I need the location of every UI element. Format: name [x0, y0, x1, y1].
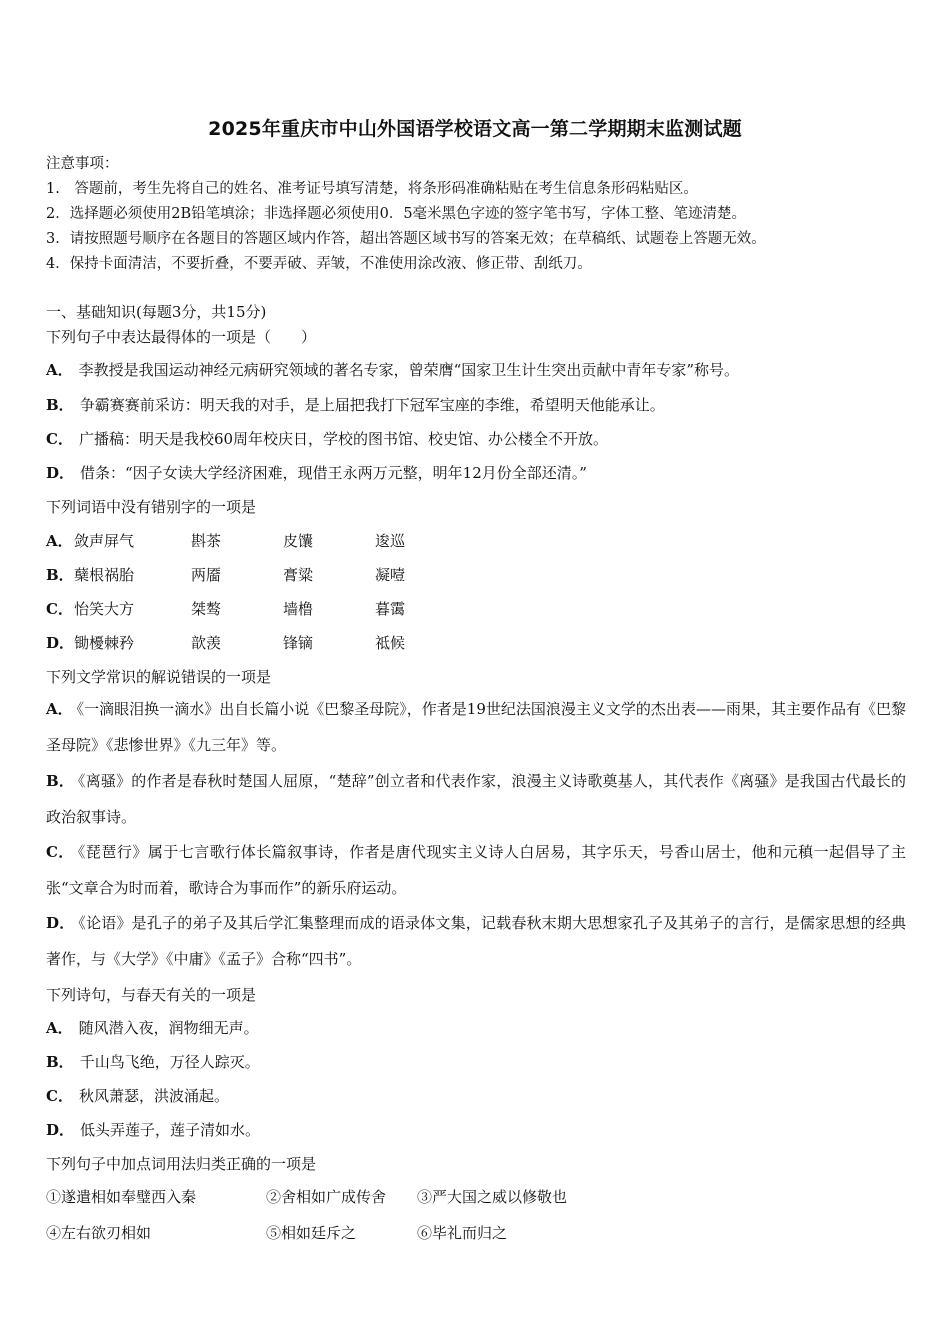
word: 两靥 [191, 566, 222, 584]
word: 桀骜 [191, 600, 222, 618]
q5-item-4: ④左右欲刃相如 [46, 1224, 152, 1242]
q5-stem: 下列句子中加点词用法归类正确的一项是 [46, 1155, 317, 1173]
section-heading: 一、基础知识(每题3分，共15分) [46, 303, 267, 321]
option-text: 低头弄莲子，莲子清如水。 [80, 1121, 261, 1139]
q4-option-c [46, 1085, 229, 1106]
notice-item-4: 4．保持卡面清洁，不要折叠，不要弄破、弄皱，不准使用涂改液、修正带、刮纸刀。 [46, 256, 592, 272]
option-text: 随风潜入夜，润物细无声。 [78, 1019, 259, 1037]
q4-stem: 下列诗句，与春天有关的一项是 [46, 986, 257, 1004]
q2-row-d [46, 632, 446, 652]
q3-option-c [46, 834, 906, 906]
word: 蘖根祸胎 [74, 566, 135, 584]
q2-row-c [46, 598, 446, 618]
word: 斟茶 [191, 532, 222, 550]
word: 膏粱 [283, 566, 314, 584]
notice-item-3: 3．请按照题号顺序在各题目的答题区域内作答，超出答题区域书写的答案无效；在草稿纸、试题卷上答题无效。 [46, 231, 766, 247]
notice-item-2: 2．选择题必须使用2B铅笔填涂；非选择题必须使用0．5毫米黑色字迹的签字笔书写，字体工整、笔迹清楚。 [46, 206, 747, 222]
q4-option-b [46, 1051, 260, 1072]
word: 敛声屏气 [74, 532, 135, 550]
option-letter: C． [46, 600, 73, 618]
word: 凝噎 [375, 566, 406, 584]
option-letter: D． [46, 1121, 75, 1139]
q5-item-3: ③严大国之威以修敬也 [417, 1188, 568, 1206]
q1-option-b [46, 394, 665, 415]
option-letter: B． [46, 396, 74, 414]
q3-option-d [46, 905, 906, 977]
q4-option-d [46, 1119, 260, 1140]
q5-item-1: ①遂遣相如奉璧西入秦 [46, 1188, 197, 1206]
option-letter: B． [46, 1053, 74, 1071]
word: 墙橹 [283, 600, 314, 618]
option-letter: A． [46, 361, 73, 379]
q1-option-d [46, 462, 587, 483]
word: 怡笑大方 [74, 600, 135, 618]
word: 锋镝 [283, 634, 314, 652]
option-letter: B． [46, 566, 74, 584]
option-text: 千山鸟飞绝，万径人踪灭。 [79, 1053, 260, 1071]
q5-item-6: ⑥毕礼而归之 [417, 1224, 508, 1242]
q1-stem: 下列句子中表达最得体的一项是（ ） [46, 328, 317, 346]
q5-item-5: ⑤相如廷斥之 [266, 1224, 357, 1242]
q4-option-a [46, 1017, 259, 1038]
q3-option-a [46, 691, 906, 763]
q1-option-c [46, 428, 608, 449]
option-text: 借条：“因子女读大学经济困难，现借王永两万元整，明年12月份全部还清。” [80, 464, 587, 482]
word: 逡巡 [375, 532, 406, 550]
word: 皮馕 [283, 532, 314, 550]
notice-heading: 注意事项： [46, 156, 119, 172]
option-letter: D． [46, 634, 75, 652]
option-letter: A． [46, 1019, 73, 1037]
q1-option-a [46, 359, 739, 380]
option-text: 《琵琶行》属于七言歌行体长篇叙事诗，作者是唐代现实主义诗人白居易，其字乐天，号香山居士，他和元稹一起倡导了主张“文章合为时而着，歌诗合为事而作”的新乐府运动。 [46, 843, 906, 897]
q2-stem: 下列词语中没有错别字的一项是 [46, 498, 257, 516]
option-letter: C． [46, 843, 74, 861]
option-letter: A． [46, 700, 73, 718]
option-text: 《一滴眼泪换一滴水》出自长篇小说《巴黎圣母院》，作者是19世纪法国浪漫主义文学的杰出表——雨果，其主要作品有《巴黎圣母院》《悲惨世界》《九三年》等。 [46, 700, 907, 754]
option-text: 广播稿：明天是我校60周年校庆日，学校的图书馆、校史馆、办公楼全不开放。 [78, 430, 609, 448]
word: 暮霭 [375, 600, 406, 618]
option-letter: B． [46, 772, 75, 790]
q2-row-b [46, 564, 446, 584]
option-text: 秋风萧瑟，洪波涌起。 [78, 1087, 229, 1105]
option-letter: C． [46, 430, 73, 448]
word: 锄櫌棘矜 [74, 634, 135, 652]
option-letter: C． [46, 1087, 73, 1105]
q3-stem: 下列文学常识的解说错误的一项是 [46, 668, 272, 686]
option-letter: D． [46, 464, 75, 482]
option-letter: D． [46, 914, 75, 932]
option-text: 李教授是我国运动神经元病研究领域的著名专家，曾荣膺“国家卫生计生突出贡献中青年专家”称号。 [78, 361, 739, 379]
option-text: 《离骚》的作者是春秋时楚国人屈原，“楚辞”创立者和代表作家，浪漫主义诗歌奠基人，其代表作《离骚》是我国古代最长的政治叙事诗。 [46, 772, 906, 826]
option-text: 《论语》是孔子的弟子及其后学汇集整理而成的语录体文集，记载春秋末期大思想家孔子及其弟子的言行，是儒家思想的经典著作，与《大学》《中庸》《孟子》合称“四书”。 [46, 914, 906, 968]
q5-item-2: ②舍相如广成传舍 [266, 1188, 387, 1206]
page-title: 2025年重庆市中山外国语学校语文高一第二学期期末监测试题 [208, 118, 742, 140]
q2-row-a [46, 530, 446, 550]
word: 歆羡 [191, 634, 222, 652]
notice-item-1: 1. 答题前，考生先将自己的姓名、准考证号填写清楚，将条形码准确粘贴在考生信息条形码粘贴区。 [46, 181, 698, 197]
q3-option-b [46, 763, 906, 835]
word: 祗候 [375, 634, 406, 652]
option-text: 争霸赛赛前采访：明天我的对手，是上届把我打下冠军宝座的李维，希望明天他能承让。 [79, 396, 665, 414]
option-letter: A． [46, 532, 73, 550]
